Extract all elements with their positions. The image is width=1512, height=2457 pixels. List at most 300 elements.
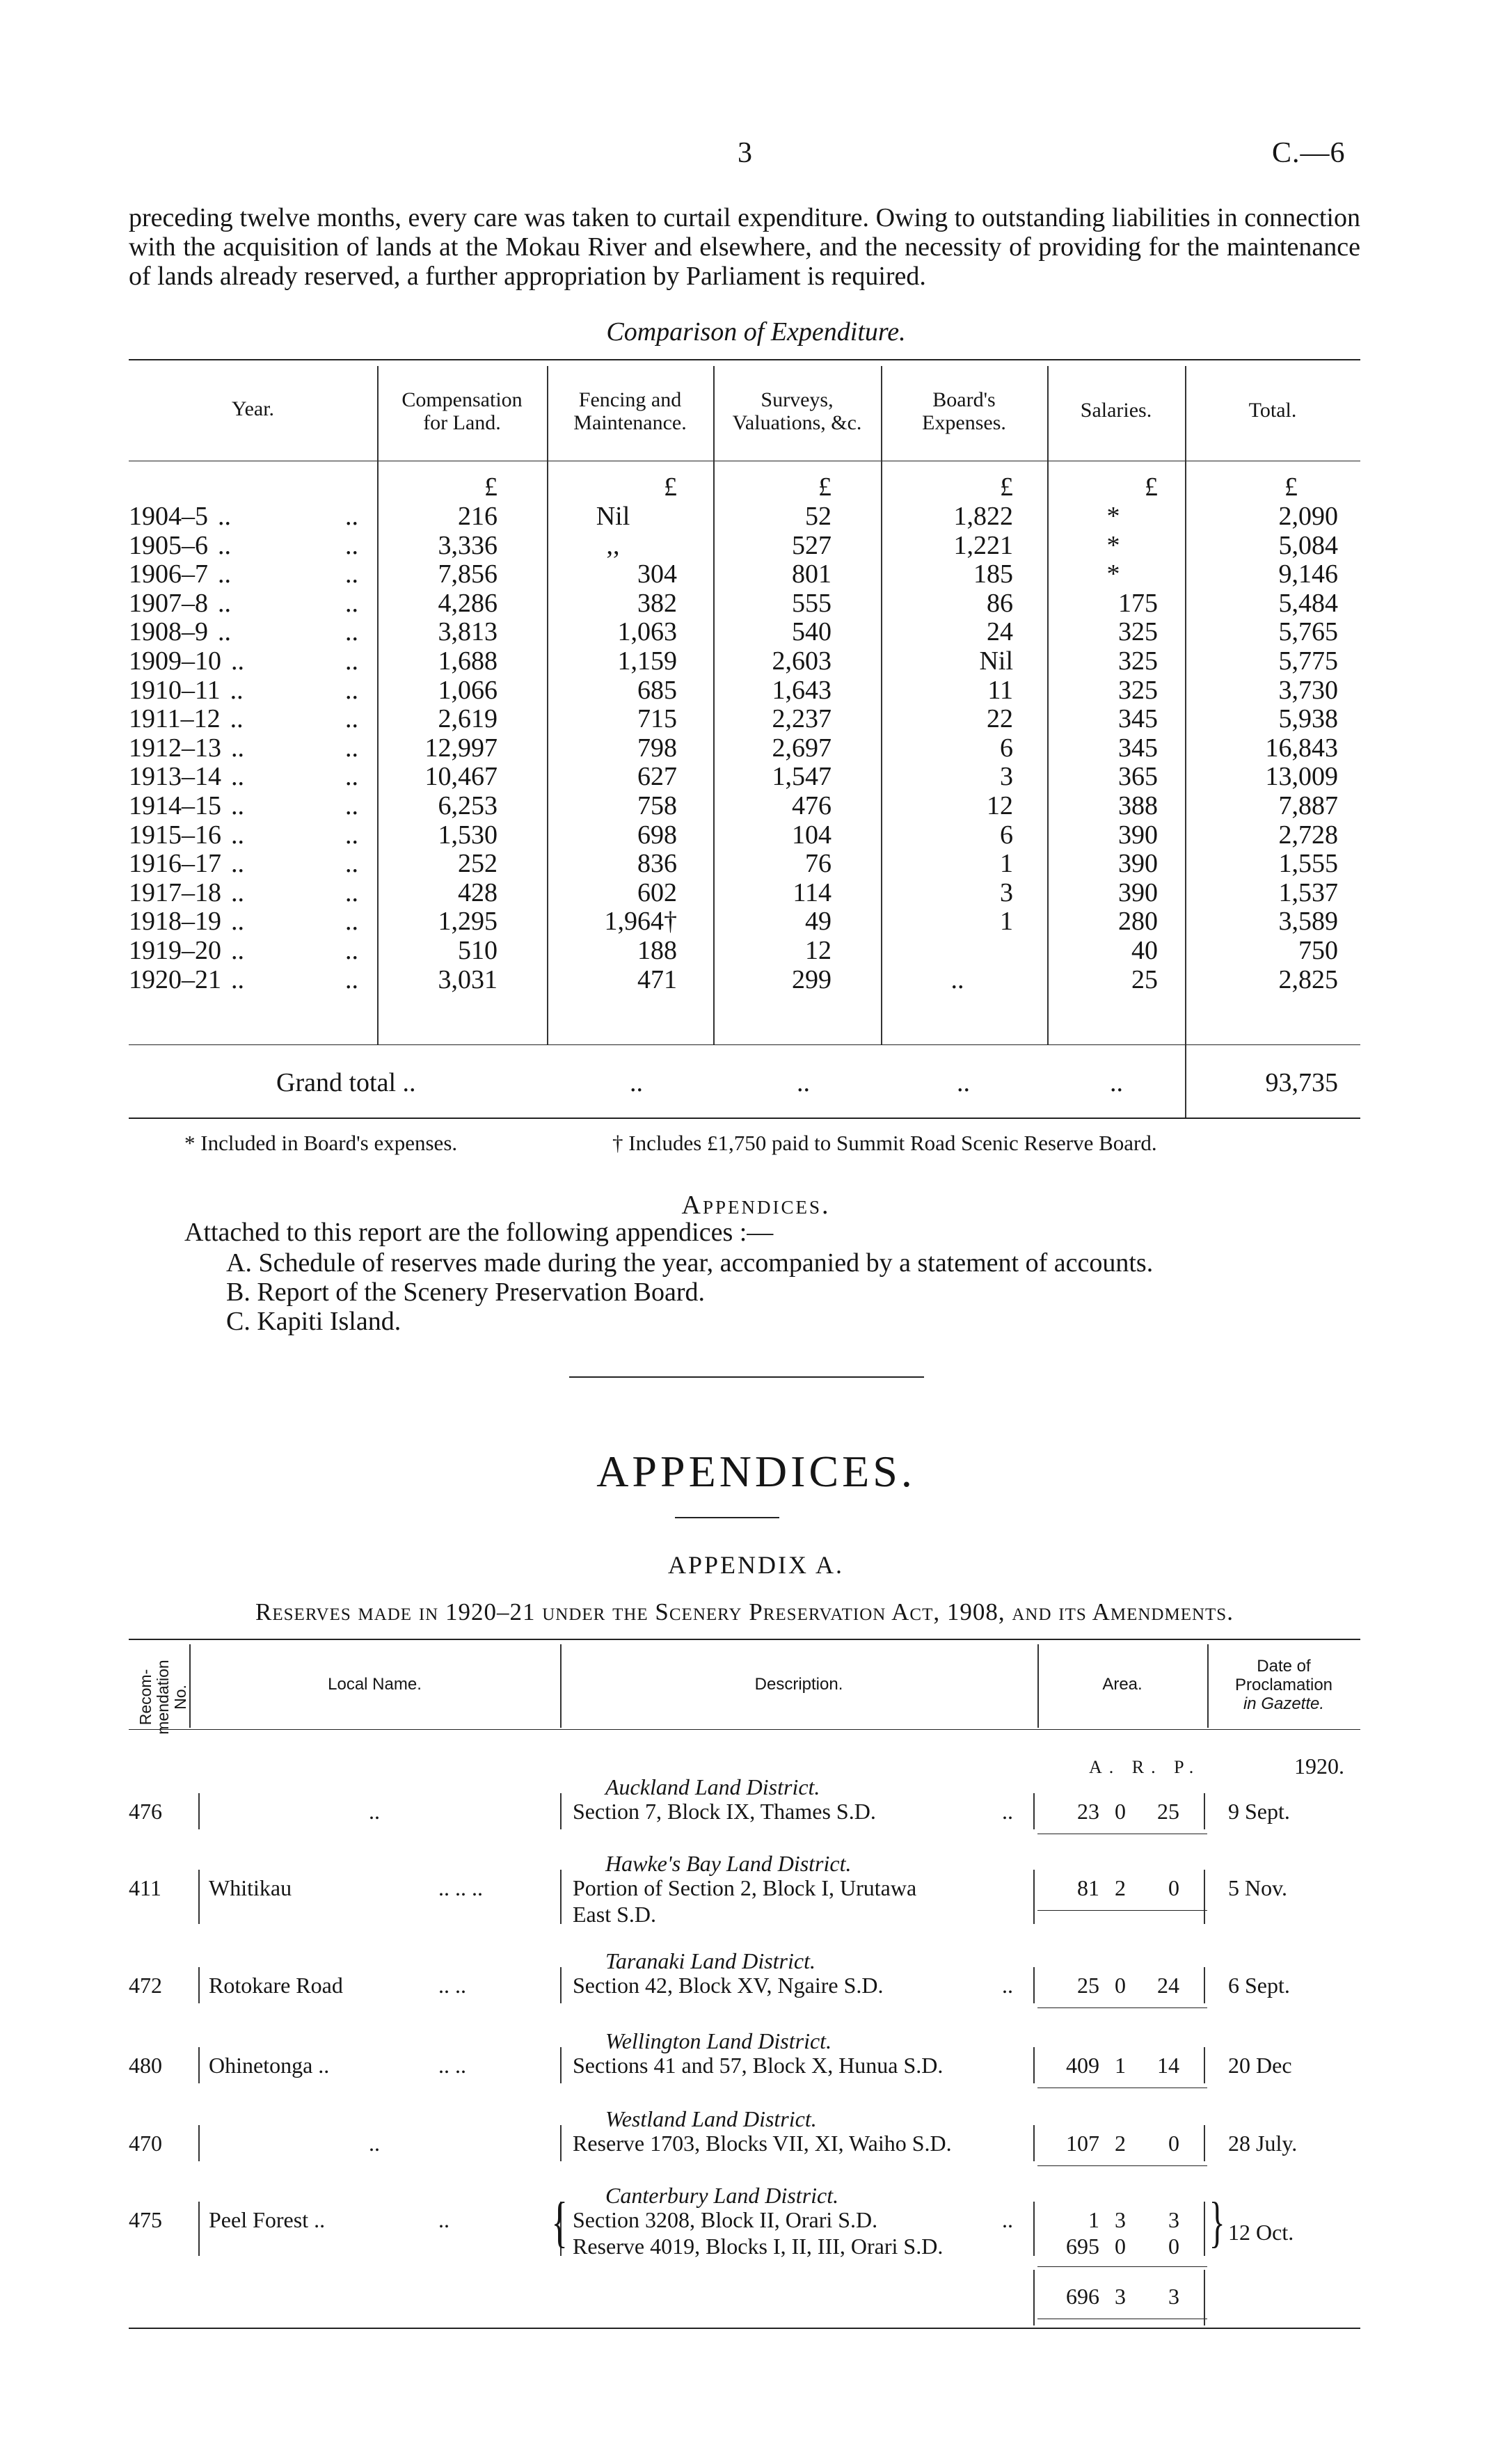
compensation-cell: 1,295 [438, 907, 498, 936]
appendix-item: A. Schedule of reserves made during the year, accompanied by a statement of accounts. [226, 1248, 1154, 1278]
recommendation-no: 475 [129, 2207, 162, 2232]
header-salaries: Salaries. [1080, 399, 1152, 422]
area-acres: 23 [1077, 1799, 1099, 1824]
year-value: 1918–19 [129, 907, 221, 936]
year-cell [129, 559, 358, 589]
leader-dots: .. [345, 820, 358, 850]
footnote-dagger: † Includes £1,750 paid to Summit Road Scenic Reserve Board. [612, 1131, 1157, 1155]
year-cell [129, 877, 358, 908]
land-district: Westland Land District. [605, 2106, 817, 2131]
year-value: 1906–7 [129, 559, 208, 589]
fencing-cell: 798 [637, 733, 677, 763]
leader-dots: .. [957, 1068, 970, 1097]
leader-dots: .. [630, 1068, 643, 1097]
year-cell [129, 906, 358, 937]
currency-symbol: £ [1000, 472, 1013, 502]
area-acres: 409 [1066, 2053, 1099, 2078]
board-cell: 1 [1000, 849, 1013, 878]
year-cell [129, 761, 358, 792]
total-cell: 16,843 [1265, 733, 1338, 763]
year-cell [129, 617, 358, 647]
header-rule [129, 1729, 1360, 1730]
leader-dots: .. [1110, 1068, 1123, 1097]
area-roods: 0 [1115, 1799, 1126, 1824]
grand-total-label: Grand total .. [276, 1068, 416, 1097]
board-cell: 185 [973, 559, 1013, 589]
header-description: Description. [754, 1675, 843, 1694]
description: Reserve 1703, Blocks VII, XI, Waiho S.D. [573, 2131, 952, 2156]
compensation-cell: 1,066 [438, 676, 498, 705]
proclamation-date: 9 Sept. [1228, 1799, 1290, 1824]
row-rule [1033, 2125, 1035, 2161]
year-value: 1907–8 [129, 589, 208, 618]
header-total: Total. [1248, 399, 1297, 422]
surveys-cell: 476 [792, 791, 831, 820]
year-label: 1920. [1294, 1754, 1344, 1779]
table-bottom-rule [129, 2328, 1360, 2329]
leader-dots: .. [231, 907, 244, 936]
salaries-cell: 345 [1118, 733, 1158, 763]
compensation-cell: 216 [458, 502, 498, 531]
leader-dots: .. [231, 820, 244, 850]
recommendation-no: 411 [129, 1875, 161, 1900]
total-cell: 1,537 [1278, 878, 1338, 907]
salaries-cell: 280 [1118, 907, 1158, 936]
land-district: Hawke's Bay Land District. [605, 1851, 852, 1876]
year-cell [129, 703, 358, 734]
year-cell [129, 501, 358, 532]
year-cell [129, 733, 358, 763]
leader-dots: .. .. .. [438, 1875, 483, 1900]
appendices-heading [0, 1190, 1512, 1220]
surveys-cell: 527 [792, 531, 831, 560]
area-total-roods: 3 [1115, 2284, 1126, 2309]
fencing-cell: 1,159 [617, 646, 677, 676]
proclamation-date: 5 Nov. [1228, 1875, 1288, 1900]
row-rule [1033, 1870, 1035, 1924]
recommendation-no: 470 [129, 2131, 162, 2156]
row-rule [1204, 2125, 1205, 2161]
salaries-cell: 325 [1118, 676, 1158, 705]
area-acres: 695 [1066, 2234, 1099, 2259]
board-cell: 22 [987, 704, 1013, 733]
year-value: 1916–17 [129, 849, 221, 878]
row-rule [1033, 1793, 1035, 1829]
page-number: 3 [738, 137, 752, 169]
area-acres: 25 [1077, 1973, 1099, 1998]
area-roods: 2 [1115, 2131, 1126, 2156]
surveys-cell: 12 [805, 936, 831, 965]
currency-symbol: £ [818, 472, 831, 502]
leader-dots: .. [1002, 1973, 1013, 1998]
leader-dots: .. [345, 878, 358, 907]
board-cell: 1 [1000, 907, 1013, 936]
surveys-cell: 555 [792, 589, 831, 618]
table-caption: Comparison of Expenditure. [606, 317, 906, 347]
leader-dots: .. [218, 617, 231, 646]
header-surveys: Surveys, Valuations, &c. [732, 388, 862, 434]
header-board: Board's Expenses. [922, 388, 1006, 434]
salaries-cell: 325 [1118, 617, 1158, 646]
year-value: 1909–10 [129, 646, 221, 676]
leader-dots: .. [345, 704, 358, 733]
reserves-table [129, 1639, 1360, 2335]
leader-dots: .. [218, 531, 231, 560]
appendix-item: B. Report of the Scenery Preservation Board. [226, 1278, 706, 1307]
leader-dots: .. [345, 791, 358, 820]
leader-dots: .. [345, 531, 358, 560]
total-cell: 13,009 [1265, 762, 1338, 791]
total-cell: 5,938 [1278, 704, 1338, 733]
fencing-cell: 304 [637, 559, 677, 589]
total-cell: 5,775 [1278, 646, 1338, 676]
header-date: Date of Proclamation in Gazette. [1234, 1657, 1333, 1713]
area-perches: 0 [1168, 2234, 1179, 2259]
year-value: 1917–18 [129, 878, 221, 907]
total-cell: 2,090 [1278, 502, 1338, 531]
area-roods: 0 [1115, 1973, 1126, 1998]
local-name: Whitikau [209, 1875, 292, 1900]
leader-dots: .. [231, 791, 244, 820]
leader-dots: .. [231, 936, 244, 965]
appendix-item: C. Kapiti Island. [226, 1307, 401, 1336]
fencing-cell: Nil [596, 502, 630, 531]
surveys-cell: 76 [805, 849, 831, 878]
total-cell: 2,728 [1278, 820, 1338, 850]
total-cell: 5,084 [1278, 531, 1338, 560]
description: Reserve 4019, Blocks I, II, III, Orari S.D. [573, 2234, 944, 2259]
leader-dots: .. [345, 646, 358, 676]
local-name: Peel Forest .. [209, 2207, 326, 2232]
compensation-cell: 3,336 [438, 531, 498, 560]
year-cell [129, 848, 358, 879]
surveys-cell: 2,697 [772, 733, 831, 763]
salaries-cell: 25 [1131, 965, 1158, 994]
year-value: 1913–14 [129, 762, 221, 791]
compensation-cell: 10,467 [424, 762, 498, 791]
body-end-rule [129, 1044, 1360, 1045]
area-roods: 0 [1115, 2234, 1126, 2259]
year-cell [129, 588, 358, 619]
board-cell: 3 [1000, 878, 1013, 907]
appendix-a-subtitle [129, 1598, 1360, 1626]
land-district: Taranaki Land District. [605, 1948, 815, 1973]
board-cell: Nil [979, 646, 1013, 676]
area-acres: 81 [1077, 1875, 1099, 1900]
leader-dots: .. [230, 704, 244, 733]
brace-icon: } [1209, 2192, 1225, 2253]
total-cell: 1,555 [1278, 849, 1338, 878]
row-rule [1033, 2047, 1035, 2083]
row-rule [560, 1870, 562, 1924]
fencing-cell: 715 [637, 704, 677, 733]
row-rule [198, 2047, 200, 2083]
row-rule [198, 2125, 200, 2161]
fencing-cell: 188 [637, 936, 677, 965]
total-cell: 3,730 [1278, 676, 1338, 705]
row-rule [560, 2125, 562, 2161]
local-name: .. [369, 1799, 380, 1824]
leader-dots: .. [231, 762, 244, 791]
fencing-cell: 758 [637, 791, 677, 820]
row-rule [1204, 2202, 1205, 2256]
year-value: 1914–15 [129, 791, 221, 820]
row-rule [198, 1967, 200, 2003]
area-rule [1037, 2007, 1207, 2008]
area-rule [1037, 1910, 1207, 1911]
year-cell [129, 790, 358, 821]
land-district: Wellington Land District. [605, 2028, 832, 2053]
expenditure-table [129, 359, 1360, 1118]
total-cell: 2,825 [1278, 965, 1338, 994]
surveys-cell: 299 [792, 965, 831, 994]
leader-dots: .. [345, 762, 358, 791]
header-area: Area. [1102, 1675, 1143, 1694]
header-recommendation: Recom- mendation No. [136, 1660, 189, 1735]
row-rule [198, 1870, 200, 1924]
total-cell: 5,765 [1278, 617, 1338, 646]
header-compensation: Compensation for Land. [401, 388, 523, 434]
year-value: 1915–16 [129, 820, 221, 850]
total-cell: 7,887 [1278, 791, 1338, 820]
compensation-cell: 4,286 [438, 589, 498, 618]
leader-dots: .. [345, 502, 358, 531]
appendices-intro: Attached to this report are the following appendices :— [184, 1218, 774, 1247]
row-rule [198, 1793, 200, 1829]
area-perches: 0 [1168, 1875, 1179, 1900]
salaries-cell: 390 [1118, 878, 1158, 907]
leader-dots: .. [345, 936, 358, 965]
description: East S.D. [573, 1902, 656, 1927]
proclamation-date: 12 Oct. [1228, 2220, 1294, 2245]
row-rule [1204, 2270, 1205, 2325]
fencing-cell: 382 [637, 589, 677, 618]
recommendation-no: 480 [129, 2053, 162, 2078]
salaries-cell: 390 [1118, 849, 1158, 878]
surveys-cell: 104 [792, 820, 831, 850]
leader-dots: .. [438, 2207, 449, 2232]
compensation-cell: 7,856 [438, 559, 498, 589]
currency-symbol: £ [1145, 472, 1158, 502]
leader-dots: .. .. [438, 2053, 466, 2078]
year-cell [129, 820, 358, 850]
leader-dots: .. [345, 965, 358, 994]
area-perches: 0 [1168, 2131, 1179, 2156]
board-cell: 24 [987, 617, 1013, 646]
area-perches: 25 [1157, 1799, 1179, 1824]
leader-dots: .. [231, 965, 244, 994]
appendix-a-title: APPENDIX A. [667, 1551, 845, 1579]
leader-dots: .. [231, 733, 244, 763]
row-rule [560, 2047, 562, 2083]
leader-dots: .. [345, 617, 358, 646]
area-rule [1037, 2266, 1207, 2267]
area-total-acres: 696 [1066, 2284, 1099, 2309]
section-divider [569, 1376, 924, 1378]
leader-dots: .. .. [438, 1973, 466, 1998]
proclamation-date: 28 July. [1228, 2131, 1298, 2156]
fencing-cell: 1,964† [604, 907, 677, 936]
compensation-cell: 510 [458, 936, 498, 965]
area-roods: 1 [1115, 2053, 1126, 2078]
leader-dots: .. [345, 559, 358, 589]
compensation-cell: 2,619 [438, 704, 498, 733]
fencing-cell: 698 [637, 820, 677, 850]
year-value: 1904–5 [129, 502, 208, 531]
compensation-cell: 3,813 [438, 617, 498, 646]
total-cell: 9,146 [1278, 559, 1338, 589]
surveys-cell: 49 [805, 907, 831, 936]
salaries-cell: 325 [1118, 646, 1158, 676]
salaries-cell: 388 [1118, 791, 1158, 820]
board-cell: 6 [1000, 820, 1013, 850]
salaries-cell: 40 [1131, 936, 1158, 965]
salaries-cell: 390 [1118, 820, 1158, 850]
compensation-cell: 3,031 [438, 965, 498, 994]
compensation-cell: 1,688 [438, 646, 498, 676]
board-cell: 1,822 [953, 502, 1013, 531]
description: Sections 41 and 57, Block X, Hunua S.D. [573, 2053, 944, 2078]
surveys-cell: 52 [805, 502, 831, 531]
row-rule [1033, 2270, 1035, 2325]
leader-dots: .. [345, 676, 358, 705]
intro-paragraph: preceding twelve months, every care was taken to curtail expenditure. Owing to outstanding liabilities in connection with the acquisition of lands at the Mokau River and elsewhere, and the necessity of providing for the maintenance of lands already reserved, a further appropriation by Parliament is required. [129, 203, 1360, 291]
page-reference: C.—6 [1272, 137, 1346, 169]
area-total-perches: 3 [1168, 2284, 1179, 2309]
leader-dots: .. [230, 676, 244, 705]
area-perches: 14 [1157, 2053, 1179, 2078]
row-rule [198, 2202, 200, 2256]
description: Section 3208, Block II, Orari S.D. [573, 2207, 878, 2232]
leader-dots: .. [345, 849, 358, 878]
row-rule [1204, 1793, 1205, 1829]
area-roods: 3 [1115, 2207, 1126, 2232]
leader-dots: .. [231, 646, 244, 676]
row-rule [560, 1793, 562, 1829]
header-fencing: Fencing and Maintenance. [573, 388, 687, 434]
board-cell: 6 [1000, 733, 1013, 763]
area-perches: 3 [1168, 2207, 1179, 2232]
total-cell: 5,484 [1278, 589, 1338, 618]
recommendation-no: 472 [129, 1973, 162, 1998]
description: Section 42, Block XV, Ngaire S.D. [573, 1973, 884, 1998]
year-value: 1919–20 [129, 936, 221, 965]
currency-symbol: £ [664, 472, 677, 502]
title-underline [675, 1517, 779, 1518]
leader-dots: .. [345, 907, 358, 936]
area-roods: 2 [1115, 1875, 1126, 1900]
leader-dots: .. [797, 1068, 810, 1097]
leader-dots: .. [218, 589, 231, 618]
salaries-cell: 345 [1118, 704, 1158, 733]
table-top-rule [129, 359, 1360, 360]
surveys-cell: 2,603 [772, 646, 831, 676]
table-bottom-rule [129, 1118, 1360, 1119]
board-cell: 3 [1000, 762, 1013, 791]
fencing-cell: 471 [637, 965, 677, 994]
appendix-a-subtitle-text: Reserves made in 1920–21 under the Scenery Preservation Act, 1908, and its Amendments. [255, 1598, 1234, 1625]
area-perches: 24 [1157, 1973, 1179, 1998]
fencing-cell: 602 [637, 878, 677, 907]
leader-dots: .. [218, 502, 231, 531]
salaries-cell: * [1106, 559, 1120, 589]
header-year: Year. [231, 397, 275, 420]
header-local-name: Local Name. [328, 1675, 422, 1694]
fencing-cell: 685 [637, 676, 677, 705]
currency-symbol: £ [1284, 472, 1298, 502]
proclamation-date: 6 Sept. [1228, 1973, 1290, 1998]
currency-symbol: £ [484, 472, 498, 502]
fencing-cell: 836 [637, 849, 677, 878]
year-cell [129, 935, 358, 966]
grand-total-value: 93,735 [1265, 1068, 1338, 1097]
salaries-cell: * [1106, 502, 1120, 531]
land-district: Auckland Land District. [605, 1774, 820, 1799]
salaries-cell: 175 [1118, 589, 1158, 618]
salaries-cell: 365 [1118, 762, 1158, 791]
year-value: 1911–12 [129, 704, 221, 733]
surveys-cell: 2,237 [772, 704, 831, 733]
leader-dots: .. [231, 878, 244, 907]
board-cell: 12 [987, 791, 1013, 820]
leader-dots: .. [345, 589, 358, 618]
year-value: 1912–13 [129, 733, 221, 763]
leader-dots: .. [231, 849, 244, 878]
compensation-cell: 1,530 [438, 820, 498, 850]
appendices-heading-text: Appendices. [681, 1191, 831, 1220]
local-name: .. [369, 2131, 380, 2156]
proclamation-date: 20 Dec [1228, 2053, 1292, 2078]
year-value: 1908–9 [129, 617, 208, 646]
compensation-cell: 6,253 [438, 791, 498, 820]
surveys-cell: 1,643 [772, 676, 831, 705]
surveys-cell: 1,547 [772, 762, 831, 791]
board-cell: 11 [987, 676, 1013, 705]
surveys-cell: 114 [793, 878, 831, 907]
row-rule [1033, 2202, 1035, 2256]
row-rule [1204, 1870, 1205, 1924]
table-top-rule [129, 1639, 1360, 1640]
surveys-cell: 540 [792, 617, 831, 646]
total-cell: 3,589 [1278, 907, 1338, 936]
brace-icon: { [551, 2192, 568, 2253]
land-district: Canterbury Land District. [605, 2183, 839, 2208]
leader-dots: .. [1002, 2207, 1013, 2232]
year-cell [129, 675, 358, 706]
appendices-title: APPENDICES. [596, 1447, 916, 1496]
row-rule [1204, 1967, 1205, 2003]
surveys-cell: 801 [792, 559, 831, 589]
local-name: Ohinetonga .. [209, 2053, 330, 2078]
leader-dots: .. [345, 733, 358, 763]
year-value: 1910–11 [129, 676, 221, 705]
row-rule [1204, 2047, 1205, 2083]
area-acres: 1 [1088, 2207, 1099, 2232]
leader-dots: .. [218, 559, 231, 589]
fencing-cell: 1,063 [617, 617, 677, 646]
local-name: Rotokare Road [209, 1973, 343, 1998]
area-units: A. R. P. [1089, 1757, 1201, 1777]
row-rule [560, 1967, 562, 2003]
year-cell [129, 646, 358, 676]
compensation-cell: 428 [458, 878, 498, 907]
fencing-cell: 627 [637, 762, 677, 791]
board-cell: 1,221 [953, 531, 1013, 560]
salaries-cell: * [1106, 531, 1120, 560]
compensation-cell: 252 [458, 849, 498, 878]
leader-dots: .. [1002, 1799, 1013, 1824]
year-value: 1920–21 [129, 965, 221, 994]
